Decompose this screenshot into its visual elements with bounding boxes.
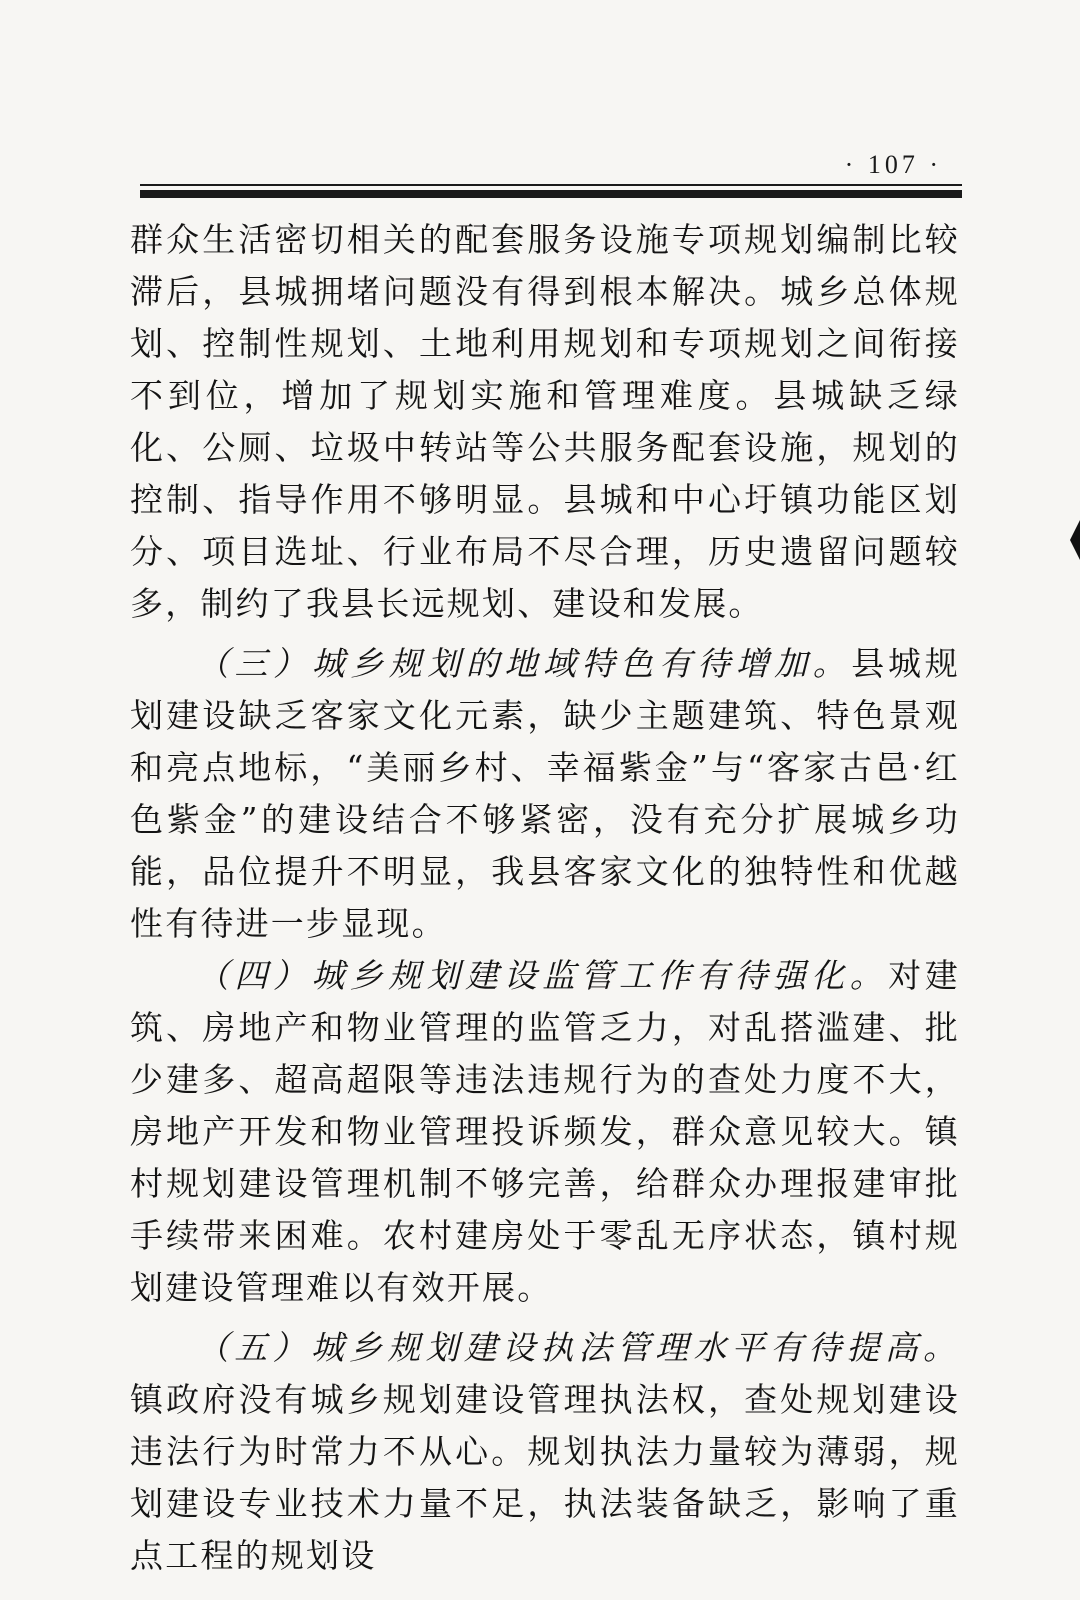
paragraph-continued [130,214,960,630]
section-heading: （五）城乡规划建设执法管理水平有待提高。 [196,1328,960,1367]
paragraph-text: 镇政府没有城乡规划建设管理执法权，查处规划建设违法行为时常力不从心。规划执法力量较为薄弱，规划建设专业技术力量不足，执法装备缺乏，影响了重点工程的规划设 [130,1380,960,1575]
paragraph-text: 县城规划建设缺乏客家文化元素，缺少主题建筑、特色景观和亮点地标，“美丽乡村、幸福紫金”与“客家古邑·红色紫金”的建设结合不够紧密，没有充分扩展城乡功能，品位提升不明显，我县客家文化的独特性和优越性有待进一步显现。 [130,644,960,943]
page-edge-mark [1070,520,1080,560]
paragraph-section-4 [130,950,960,1314]
header-rule-thick [140,190,962,198]
paragraph-text: 群众生活密切相关的配套服务设施专项规划编制比较滞后，县城拥堵问题没有得到根本解决。城乡总体规划、控制性规划、土地利用规划和专项规划之间衔接不到位，增加了规划实施和管理难度。县城缺乏绿化、公厕、垃圾中转站等公共服务配套设施，规划的控制、指导作用不够明显。县城和中心圩镇功能区划分、项目选址、行业布局不尽合理，历史遗留问题较多，制约了我县长远规划、建设和发展。 [130,220,960,623]
paragraph-section-3 [130,638,960,950]
paragraph-section-5 [130,1322,960,1582]
page-header [140,150,962,200]
header-rule-thin [140,184,962,186]
body-text [130,214,960,1582]
paragraph-text: 对建筑、房地产和物业管理的监管乏力，对乱搭滥建、批少建多、超高超限等违法违规行为的查处力度不大，房地产开发和物业管理投诉频发，群众意见较大。镇村规划建设管理机制不够完善，给群众办理报建审批手续带来困难。农村建房处于零乱无序状态，镇村规划建设管理难以有效开展。 [130,956,961,1307]
section-heading: （三）城乡规划的地域特色有待增加。 [196,644,852,683]
page-number: · 107 · [844,150,942,179]
section-heading: （四）城乡规划建设监管工作有待强化。 [196,956,889,995]
